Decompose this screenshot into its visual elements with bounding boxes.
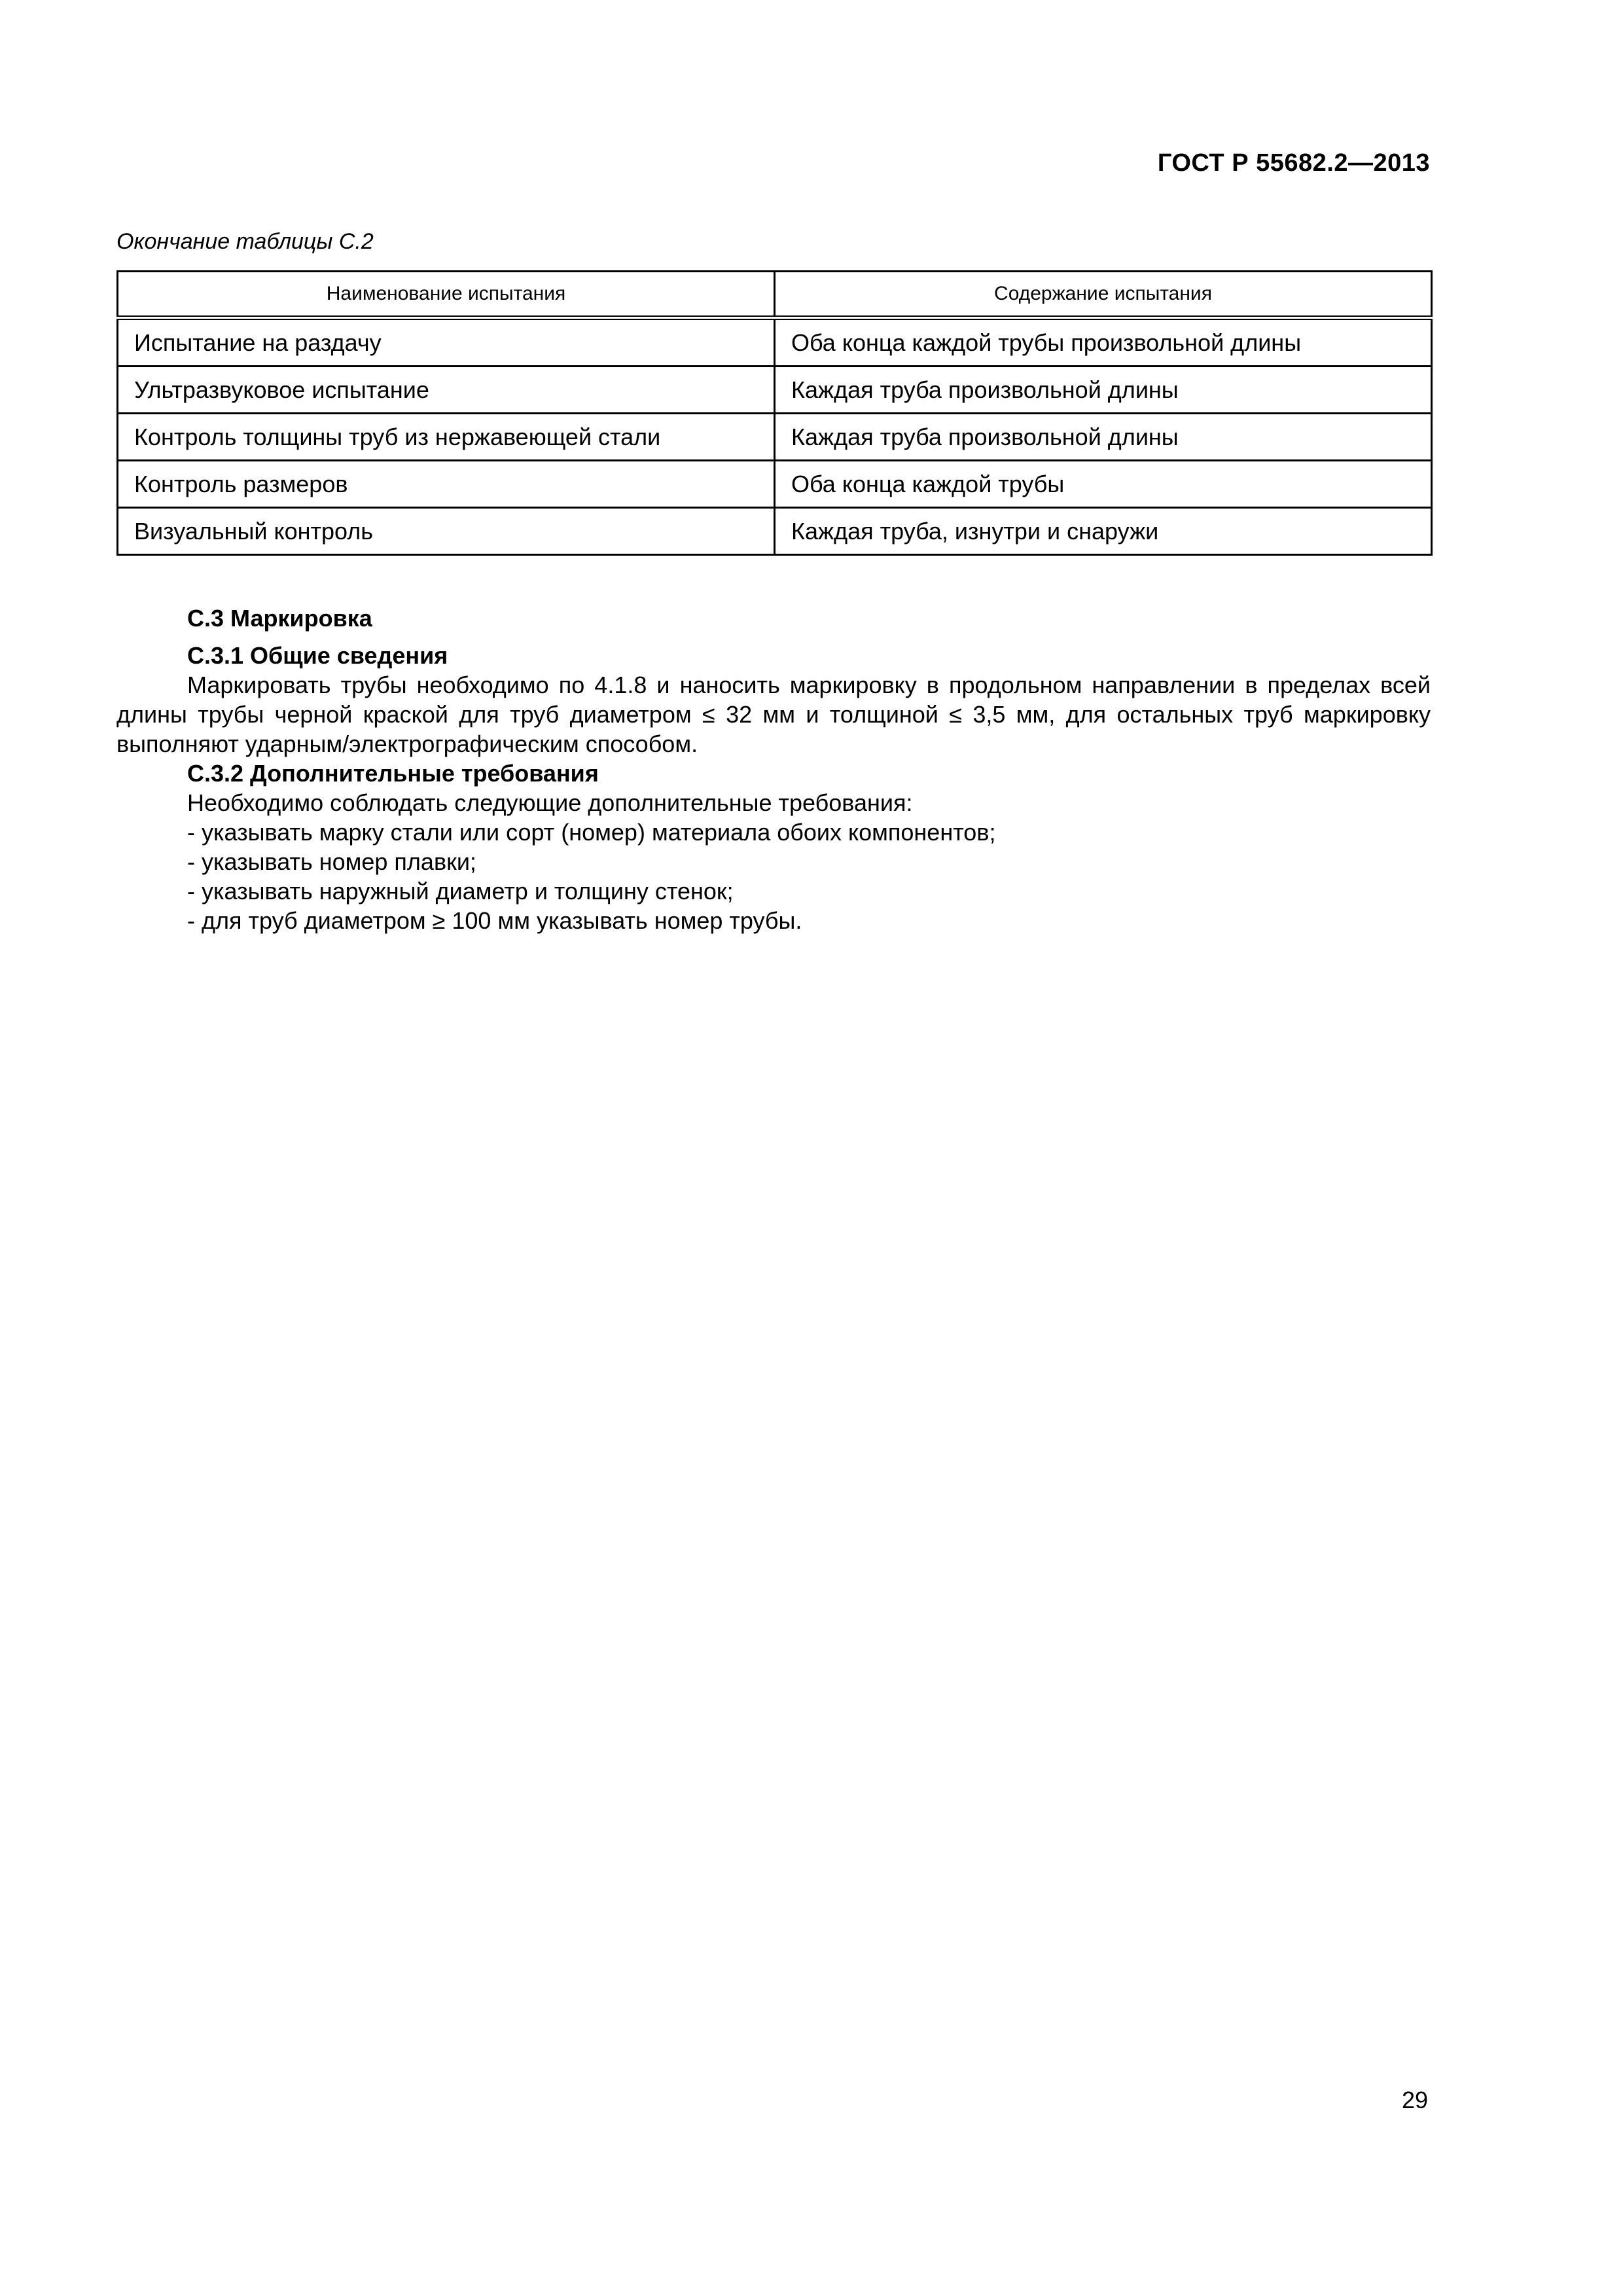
column-header-test-content: Содержание испытания [775, 272, 1432, 318]
column-header-test-name: Наименование испытания [118, 272, 775, 318]
section-c32-heading: С.3.2 Дополнительные требования [187, 760, 599, 787]
table-cell-test-content: Каждая труба произвольной длины [775, 414, 1432, 461]
section-c31-paragraph: Маркировать трубы необходимо по 4.1.8 и наносить маркировку в продольном направлении в пределах всей длины трубы черной краской для труб диаметром ≤ 32 мм и толщиной ≤ 3,5 мм, для остальных труб маркировку выполняют ударным/электрографическим способом. [116, 672, 1431, 757]
table-cell-test-content: Каждая труба, изнутри и снаружи [775, 508, 1432, 555]
table-row [118, 414, 1432, 461]
document-code: ГОСТ Р 55682.2—2013 [1157, 149, 1430, 177]
section-c31-heading: С.3.1 Общие сведения [187, 642, 448, 669]
requirement-list-item: - указывать наружный диаметр и толщину стенок; [187, 878, 734, 905]
table-row [118, 508, 1432, 555]
section-c32-intro: Необходимо соблюдать следующие дополнительные требования: [187, 789, 913, 816]
table-cell-test-name: Ультразвуковое испытание [118, 367, 775, 414]
table-row [118, 367, 1432, 414]
section-c3-heading: С.3 Маркировка [187, 605, 372, 632]
table-header-row [118, 272, 1432, 318]
table-cell-test-content: Оба конца каждой трубы [775, 461, 1432, 508]
table-row [118, 318, 1432, 367]
table-cell-test-content: Каждая труба произвольной длины [775, 367, 1432, 414]
table-cell-test-name: Контроль размеров [118, 461, 775, 508]
page-number: 29 [1401, 2087, 1428, 2113]
marking-section [116, 603, 1431, 935]
table-row [118, 461, 1432, 508]
table-cell-test-content: Оба конца каждой трубы произвольной длины [775, 318, 1432, 367]
requirement-list-item: - для труб диаметром ≥ 100 мм указывать номер трубы. [187, 907, 802, 934]
requirement-list-item: - указывать номер плавки; [187, 848, 476, 875]
table-cell-test-name: Визуальный контроль [118, 508, 775, 555]
test-table [116, 270, 1431, 556]
requirement-list-item: - указывать марку стали или сорт (номер) материала обоих компонентов; [187, 819, 996, 846]
table-caption: Окончание таблицы С.2 [116, 229, 374, 254]
table-cell-test-name: Испытание на раздачу [118, 318, 775, 367]
table-cell-test-name: Контроль толщины труб из нержавеющей стали [118, 414, 775, 461]
